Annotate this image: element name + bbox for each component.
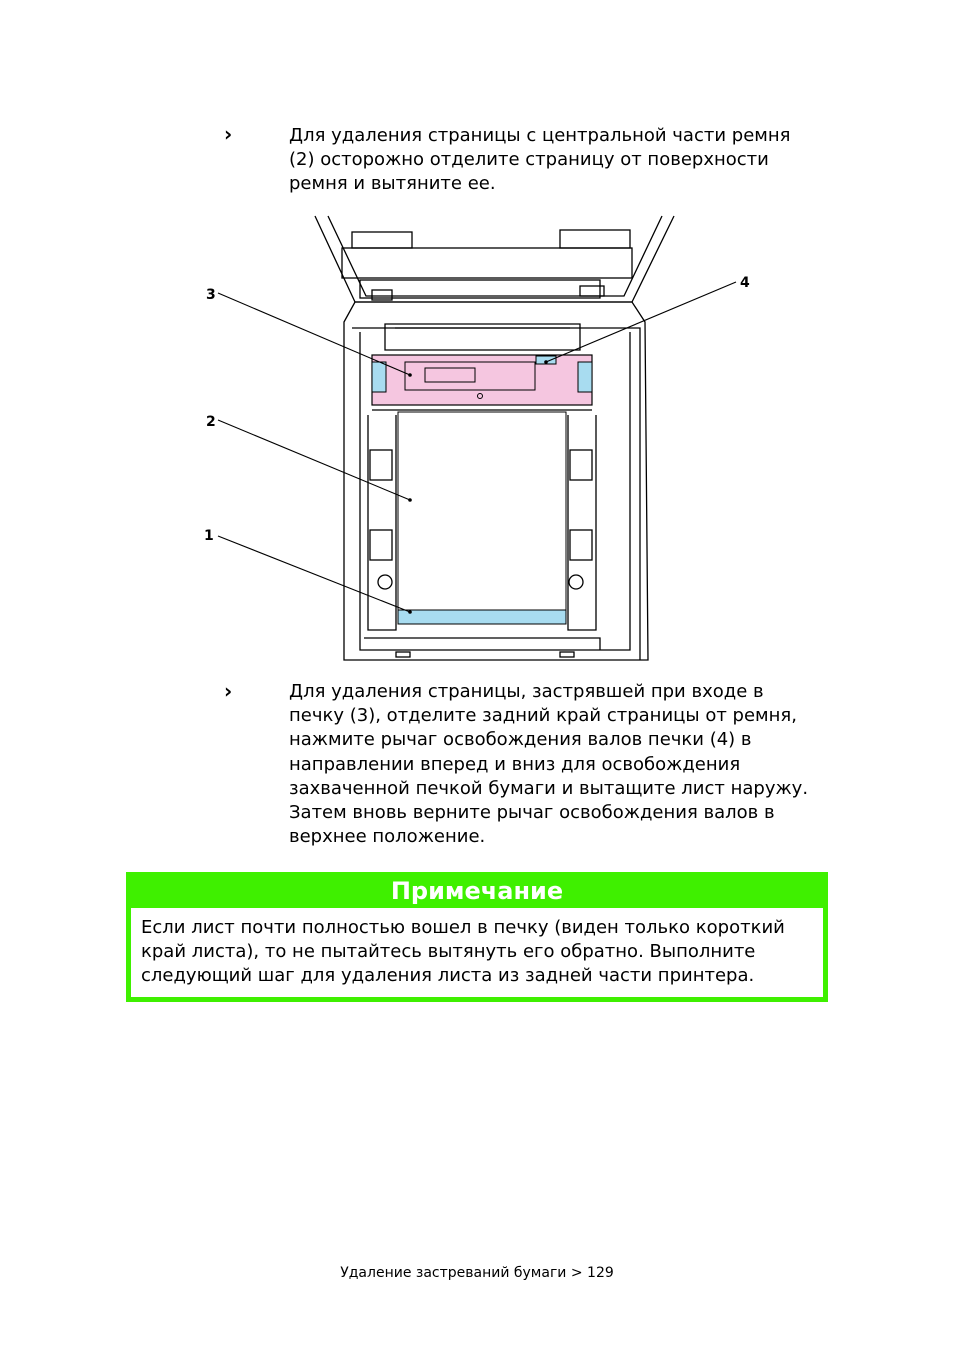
note-box [126,872,828,1002]
note-title: Примечание [390,877,564,905]
step-1-bullet: › [224,122,233,146]
step-2-bullet: › [224,679,233,703]
top-cover [315,216,674,302]
printer-jam-illustration [200,210,760,670]
callout-2: 2 [206,414,216,430]
fuser-unit [372,355,592,405]
page-footer: Удаление застреваний бумаги > 129 [340,1265,614,1281]
paper-edge [398,610,566,624]
callout-3: 3 [206,287,216,303]
callout-4: 4 [740,275,750,291]
note-text: Если лист почти полностью вошел в печку (виден только короткий край листа), то не пытайтесь вытянуть его обратно. Выполните следующий шаг для удаления листа из задней части принтера. [131,908,823,997]
paper-sheet [398,412,566,624]
right-roller [569,575,583,589]
step-1-text: Для удаления страницы с центральной части ремня (2) осторожно отделите страницу от поверхности ремня и вытяните ее. [289,125,791,195]
left-roller [378,575,392,589]
callout-1: 1 [204,528,214,544]
step-2-text: Для удаления страницы, застрявшей при входе в печку (3), отделите задний край страницы от ремня, нажмите рычаг освобождения валов печки (4) в направлении вперед и вниз для освобождения захваченной печкой бумаги и вытащите лист наружу. Затем вновь верните рычаг освобождения валов в верхнее положение. [289,681,809,848]
